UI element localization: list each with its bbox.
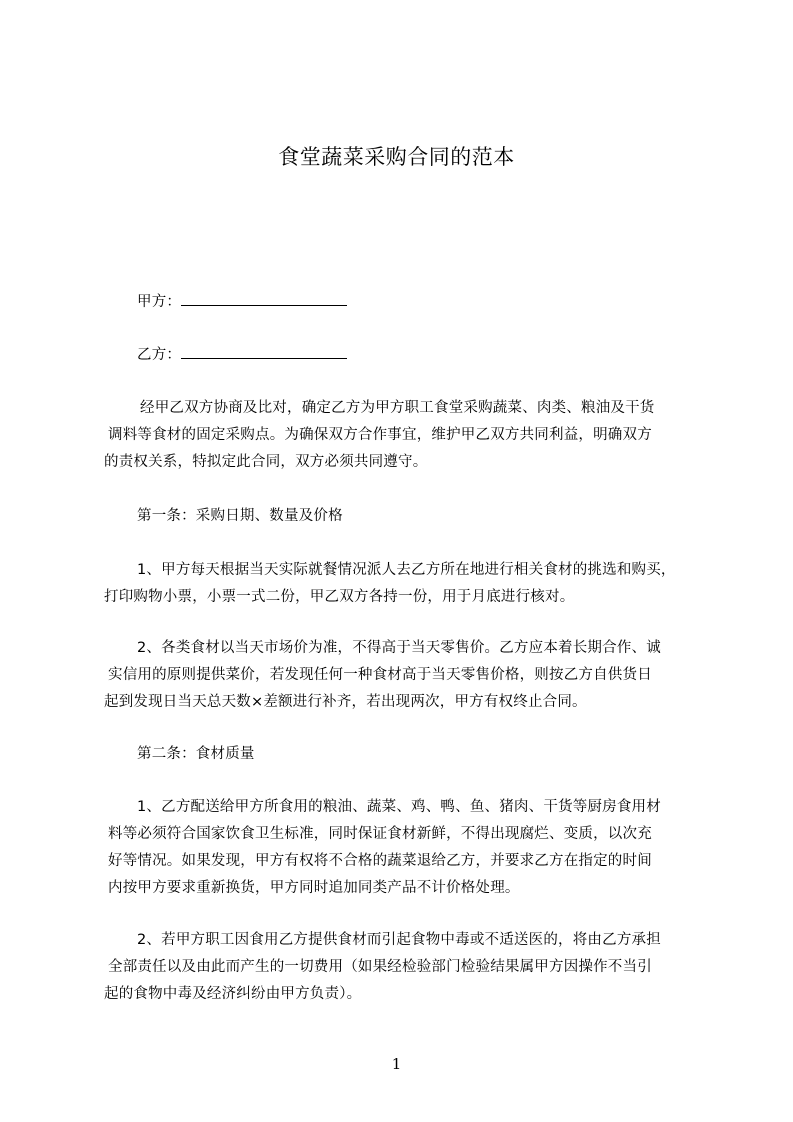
party-a-line — [137, 291, 347, 312]
intro-line-3: 的责权关系，特拟定此合同，双方必须共同遵守。 — [104, 454, 428, 470]
article-2-item-1-line-2: 料等必须符合国家饮食卫生标准，同时保证食材新鲜，不得出现腐烂、变质，以次充 — [108, 826, 652, 842]
document-title: 食堂蔬菜采购合同的范本 — [278, 145, 515, 169]
article-1-item-2-line-1: 2、各类食材以当天市场价为准，不得高于当天零售价。乙方应本着长期合作、诚 — [137, 640, 661, 656]
article-2-item-2-line-2: 全部责任以及由此而产生的一切费用（如果经检验部门检验结果属甲方因操作不当引 — [108, 959, 652, 975]
article-1-item-1-line-1: 1、甲方每天根据当天实际就餐情况派人去乙方所在地进行相关食材的挑选和购买， — [137, 562, 676, 578]
article-2-item-2-line-1: 2、若甲方职工因食用乙方提供食材而引起食物中毒或不适送医的，将由乙方承担 — [137, 932, 661, 948]
intro-line-1: 经甲乙双方协商及比对，确定乙方为甲方职工食堂采购蔬菜、肉类、粮油及干货 — [140, 400, 655, 416]
party-b-blank — [181, 344, 347, 359]
party-a-blank — [181, 291, 347, 306]
intro-line-2: 调料等食材的固定采购点。为确保双方合作事宜，维护甲乙双方共同利益，明确双方 — [108, 427, 652, 443]
article-2-heading: 第二条：食材质量 — [137, 746, 255, 762]
article-1-item-2-line-2: 实信用的原则提供菜价，若发现任何一种食材高于当天零售价格，则按乙方自供货日 — [108, 667, 652, 683]
article-1-heading: 第一条：采购日期、数量及价格 — [137, 508, 343, 524]
article-2-item-1-line-1: 1、乙方配送给甲方所食用的粮油、蔬菜、鸡、鸭、鱼、猪肉、干货等厨房食用材 — [137, 799, 661, 815]
article-2-item-1-line-3: 好等情况。如果发现，甲方有权将不合格的蔬菜退给乙方，并要求乙方在指定的时间 — [108, 853, 652, 869]
page-number: 1 — [391, 1055, 402, 1073]
party-b-label: 乙方： — [137, 347, 182, 363]
article-2-item-2-line-3: 起的食物中毒及经济纠纷由甲方负责）。 — [104, 986, 362, 1002]
article-2-item-1-line-4: 内按甲方要求重新换货，甲方同时追加同类产品不计价格处理。 — [108, 880, 520, 896]
party-a-label: 甲方： — [137, 294, 182, 310]
party-b-line — [137, 344, 347, 365]
article-1-item-1-line-2: 打印购物小票，小票一式二份，甲乙双方各持一份，用于月底进行核对。 — [104, 589, 575, 605]
article-1-item-2-line-3: 起到发现日当天总天数×差额进行补齐，若出现两次，甲方有权终止合同。 — [104, 694, 587, 710]
